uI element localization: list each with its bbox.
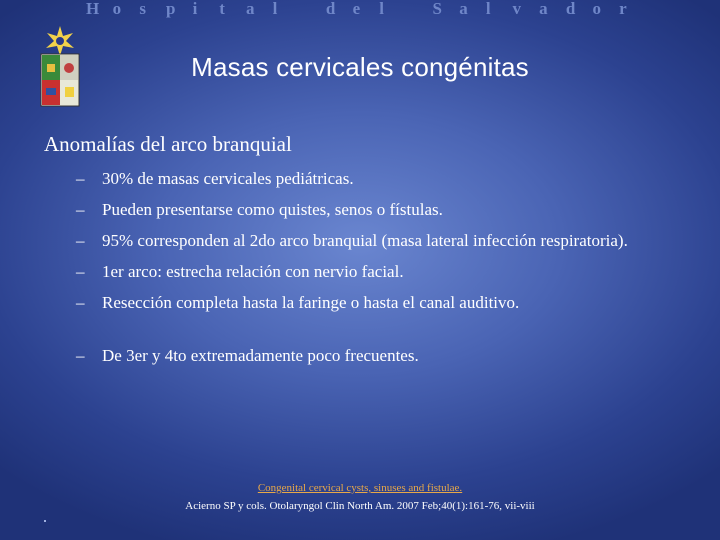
header-letter: S [432, 0, 442, 18]
header-letter: s [139, 0, 146, 18]
bullet-dash: – [76, 231, 85, 250]
bullet-text: 95% corresponden al 2do arco branquial (masa lateral infección respiratoria). [102, 231, 628, 250]
header-letter: e [352, 0, 361, 18]
bullet-list [76, 166, 676, 374]
header-letter: a [459, 0, 468, 18]
header-letter: a [245, 0, 255, 18]
bullet-dash: – [76, 200, 85, 219]
bullet-text: 1er arco: estrecha relación con nervio facial. [102, 262, 404, 281]
header-letter: d [325, 0, 336, 18]
bullet-text: Resección completa hasta la faringe o hasta el canal auditivo. [102, 293, 520, 312]
header-letter: t [219, 0, 225, 18]
header-letter: l [485, 0, 491, 18]
header-letter: d [565, 0, 576, 18]
header-letter: p [165, 0, 176, 18]
header-letter: o [592, 0, 601, 18]
list-item [76, 343, 676, 369]
bullet-dash: – [76, 262, 85, 281]
header-letter: v [512, 0, 521, 18]
header-letter: i [192, 0, 198, 18]
header-letter: l [272, 0, 278, 18]
slide-title: Masas cervicales congénitas [191, 52, 529, 82]
bullet-dash: – [76, 346, 85, 365]
reference-link[interactable]: Congenital cervical cysts, sinuses and fistulae. [257, 482, 463, 494]
header-letter: a [539, 0, 548, 18]
section-heading: Anomalías del arco branquial [44, 132, 292, 156]
header-letter: o [112, 0, 122, 18]
bullet-text: Pueden presentarse como quistes, senos o fístulas. [102, 200, 443, 219]
slide-dot [44, 520, 46, 522]
header-letter: H [86, 0, 100, 18]
hospital-header [86, 0, 646, 20]
list-item [76, 259, 676, 285]
header-letter: l [379, 0, 384, 18]
header-letter [299, 0, 326, 18]
header-letter [406, 0, 433, 18]
header-letter: r [619, 0, 627, 18]
bullet-text: De 3er y 4to extremadamente poco frecuentes. [102, 346, 419, 365]
list-item [76, 228, 676, 254]
list-item [76, 197, 676, 223]
bullet-dash: – [76, 169, 85, 188]
bullet-dash: – [76, 293, 85, 312]
list-item [76, 290, 676, 316]
list-item [76, 166, 676, 192]
reference-citation: Acierno SP y cols. Otolaryngol Clin North Am. 2007 Feb;40(1):161-76, vii-viii [185, 500, 535, 512]
bullet-text: 30% de masas cervicales pediátricas. [102, 169, 354, 188]
